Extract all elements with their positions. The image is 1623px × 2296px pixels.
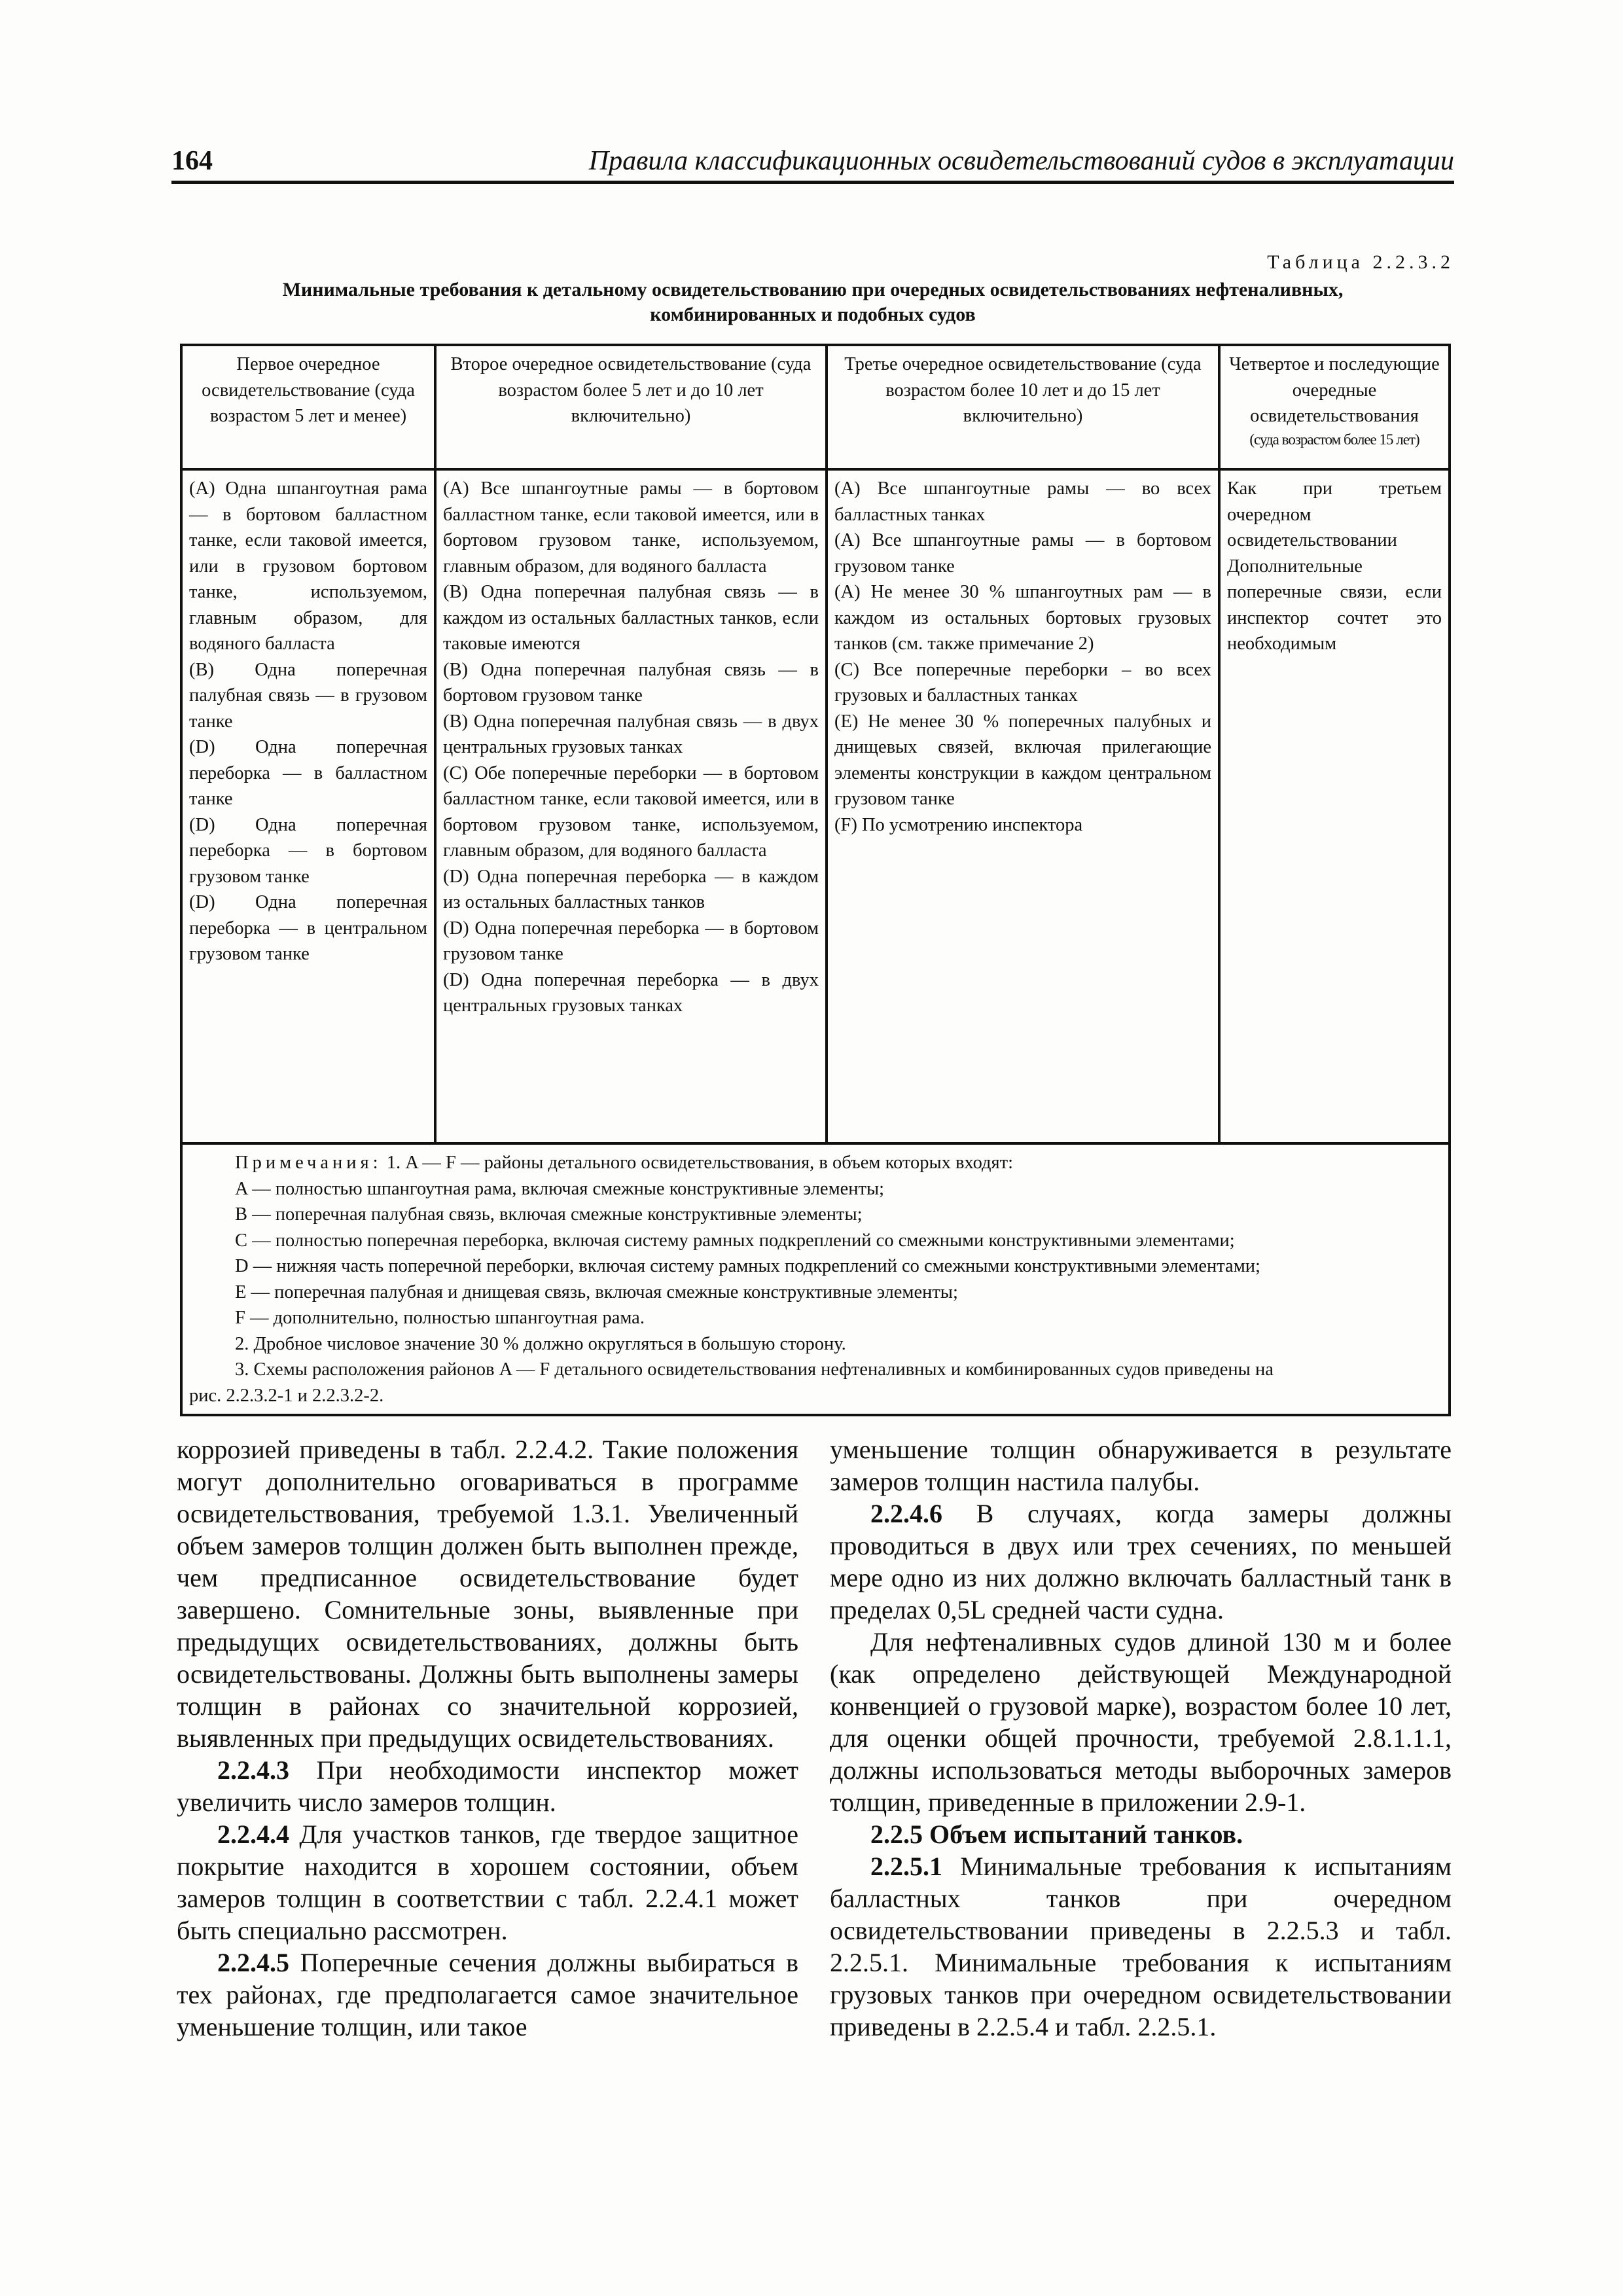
body-column-right (830, 1433, 1452, 2043)
notes-title: Примечания: (235, 1153, 382, 1173)
col2-entry: (B) Одна поперечная палубная связь — в двух центральных грузовых танках (443, 711, 819, 757)
clause-text: Поперечные сечения должны выбираться в тех районах, где предполагается самое значительное уменьшение толщин, или такое (177, 1948, 798, 2041)
col3-entry: (C) Все поперечные переборки – во всех грузовых и балластных танках (834, 659, 1211, 706)
col3-entry: (F) По усмотрению инспектора (834, 814, 1083, 835)
clause-number: 2.2.5 (870, 1820, 923, 1849)
col1-entry: (D) Одна поперечная переборка — в бортовом грузовом танке (189, 814, 427, 887)
note-item-d: D — нижняя часть поперечной переборки, включая систему рамных подкреплений со смежными конструктивными элементами; (235, 1256, 1260, 1276)
note-item-b: B — поперечная палубная связь, включая смежные конструктивные элементы; (235, 1204, 863, 1225)
table-caption-line2: комбинированных и подобных судов (650, 304, 976, 325)
clause-number: 2.2.4.5 (217, 1948, 289, 1977)
col1-entry: (D) Одна поперечная переборка — в балластном танке (189, 737, 427, 809)
note-3-cont: рис. 2.2.3.2-1 и 2.2.3.2-2. (189, 1385, 384, 1406)
col2-entry: (A) Все шпангоутные рамы — в бортовом балластном танке, если таковой имеется, или в бортовом грузовом танке, используемом, главным образом, для водяного балласта (443, 478, 819, 577)
left-paragraph-1: коррозией приведены в табл. 2.2.4.2. Такие положения могут дополнительно оговариваться в программе освидетельствования, требуемой 1.3.1. Увеличенный объем замеров толщин должен быть выполнен прежде, чем предписанное освидетельствование будет завершено. Сомнительные зоны, выявленные при предыдущих освидетельствованиях, должны быть освидетельствованы. Должны быть выполнены замеры толщин в районах со значительной коррозией, выявленных при предыдущих освидетельствованиях. (177, 1435, 798, 1753)
table-caption-line1: Минимальные требования к детальному освидетельствованию при очередных освидетельствованиях нефтеналивных, (282, 279, 1344, 300)
col2-entry: (B) Одна поперечная палубная связь — в бортовом грузовом танке (443, 659, 819, 706)
col2-entry: (D) Одна поперечная переборка — в бортовом грузовом танке (443, 918, 819, 964)
col2-entry: (B) Одна поперечная палубная связь — в каждом из остальных балластных танков, если таковые имеются (443, 582, 819, 654)
table-notes (181, 1143, 1450, 1415)
col2-entry: (D) Одна поперечная переборка — в каждом из остальных балластных танков (443, 866, 819, 912)
note-2: 2. Дробное числовое значение 30 % должно округляться в большую сторону. (235, 1333, 846, 1354)
page-header (171, 141, 1454, 184)
header-col4-main: Четвертое и последующие очередные освидетельствования (1229, 354, 1440, 426)
header-col4 (1219, 345, 1450, 469)
col1-entry: (A) Одна шпангоутная рама — в бортовом балластном танке, если таковой имеется, или в грузовом бортовом танке, используемом, главным образом, для водяного балласта (189, 478, 427, 654)
clause-number: 2.2.4.3 (217, 1755, 289, 1785)
note-item-f: F — дополнительно, полностью шпангоутная рама. (235, 1308, 645, 1328)
clause-text: В случаях, когда замеры должны проводиться в двух или трех сечениях, по меньшей мере одно из них должно включать балластный танк в пределах 0,5L средней части судна. (830, 1499, 1452, 1624)
section-2-2-5-heading (830, 1818, 1452, 1850)
paragraph-2-2-4-3 (177, 1754, 798, 1818)
cell-col3 (827, 469, 1219, 1143)
note-item-c: C — полностью поперечная переборка, включая систему рамных подкреплений со смежными конструктивными элементами; (235, 1230, 1235, 1251)
header-col2: Второе очередное освидетельствование (суда возрастом более 5 лет и до 10 лет включительно) (435, 345, 827, 469)
table-header-row (181, 345, 1450, 469)
col3-entry: (A) Все шпангоутные рамы — в бортовом грузовом танке (834, 530, 1211, 577)
header-col3: Третье очередное освидетельствование (суда возрастом более 10 лет и до 15 лет включительно) (827, 345, 1219, 469)
col3-entry: (E) Не менее 30 % поперечных палубных и днищевых связей, включая прилегающие элементы конструкции в каждом центральном грузовом танке (834, 711, 1211, 809)
paragraph-2-2-4-5 (177, 1946, 798, 2043)
clause-text: Минимальные требования к испытаниям балластных танков при очередном освидетельствовании приведены в 2.2.5.3 и табл. 2.2.5.1. Минимальные требования к испытаниям грузовых танков при очередном освидетельствовании приведены в 2.2.5.4 и табл. 2.2.5.1. (830, 1852, 1452, 2041)
col3-entry: (A) Не менее 30 % шпангоутных рам — в каждом из остальных бортовых грузовых танков (см. также примечание 2) (834, 582, 1211, 654)
paragraph-2-2-4-4 (177, 1818, 798, 1946)
col4-entry: Как при третьем очередном освидетельствовании (1227, 478, 1442, 550)
col3-entry: (A) Все шпангоутные рамы — во всех балластных танках (834, 478, 1211, 525)
cell-col2 (435, 469, 827, 1143)
body-column-left (177, 1433, 798, 2043)
table-body-row (181, 469, 1450, 1143)
cell-col4 (1219, 469, 1450, 1143)
note-item-a: A — полностью шпангоутная рама, включая смежные конструктивные элементы; (235, 1178, 885, 1199)
clause-text: При необходимости инспектор может увеличить число замеров толщин. (177, 1755, 798, 1817)
clause-number: 2.2.4.4 (217, 1820, 289, 1849)
table-notes-row (181, 1143, 1450, 1415)
header-col1: Первое очередное освидетельствование (суда возрастом 5 лет и менее) (181, 345, 435, 469)
note-item-e: E — поперечная палубная и днищевая связь, включая смежные конструктивные элементы; (235, 1282, 958, 1302)
paragraph-2-2-4-6 (830, 1498, 1452, 1626)
col1-entry: (B) Одна поперечная палубная связь — в грузовом танке (189, 659, 427, 732)
note-1-intro (189, 1150, 1442, 1176)
col2-entry: (D) Одна поперечная переборка — в двух центральных грузовых танках (443, 969, 819, 1016)
col1-entry: (D) Одна поперечная переборка — в центральном грузовом танке (189, 892, 427, 964)
clause-text: Для участков танков, где твердое защитное покрытие находится в хорошем состоянии, объем замеров толщин в соответствии с табл. 2.2.4.1 может быть специально рассмотрен. (177, 1820, 798, 1945)
clause-number: 2.2.5.1 (870, 1852, 942, 1881)
table-caption (171, 278, 1454, 327)
running-title: Правила классификационных освидетельствований судов в эксплуатации (588, 146, 1454, 176)
cell-col1 (181, 469, 435, 1143)
page-number: 164 (171, 146, 213, 176)
requirements-table (180, 344, 1451, 1416)
section-title: Объем испытаний танков. (923, 1820, 1243, 1849)
col4-entry: Дополнительные поперечные связи, если инспектор сочтет это необходимым (1227, 556, 1442, 654)
note-3: 3. Схемы расположения районов A — F детального освидетельствования нефтеналивных и комбинированных судов приведены на (235, 1359, 1274, 1380)
paragraph-2-2-5-1 (830, 1850, 1452, 2043)
clause-number: 2.2.4.6 (870, 1499, 942, 1528)
right-paragraph-3: Для нефтеналивных судов длиной 130 м и более (как определено действующей Международной конвенцией о грузовой марке), возрастом более 10 лет, для оценки общей прочности, требуемой 2.8.1.1.1, должны использоваться методы выборочных замеров толщин, приведенные в приложении 2.9-1. (830, 1627, 1452, 1817)
right-paragraph-1: уменьшение толщин обнаруживается в результате замеров толщин настила палубы. (830, 1435, 1452, 1496)
table-label: Таблица 2.2.3.2 (1267, 251, 1454, 273)
header-col4-sub: (суда возрастом более 15 лет) (1249, 431, 1419, 448)
col2-entry: (C) Обе поперечные переборки — в бортовом балластном танке, если таковой имеется, или в бортовом грузовом танке, используемом, главным образом, для водяного балласта (443, 762, 819, 861)
note-1-text: 1. A — F — районы детального освидетельствования, в объем которых входят: (386, 1153, 1013, 1173)
